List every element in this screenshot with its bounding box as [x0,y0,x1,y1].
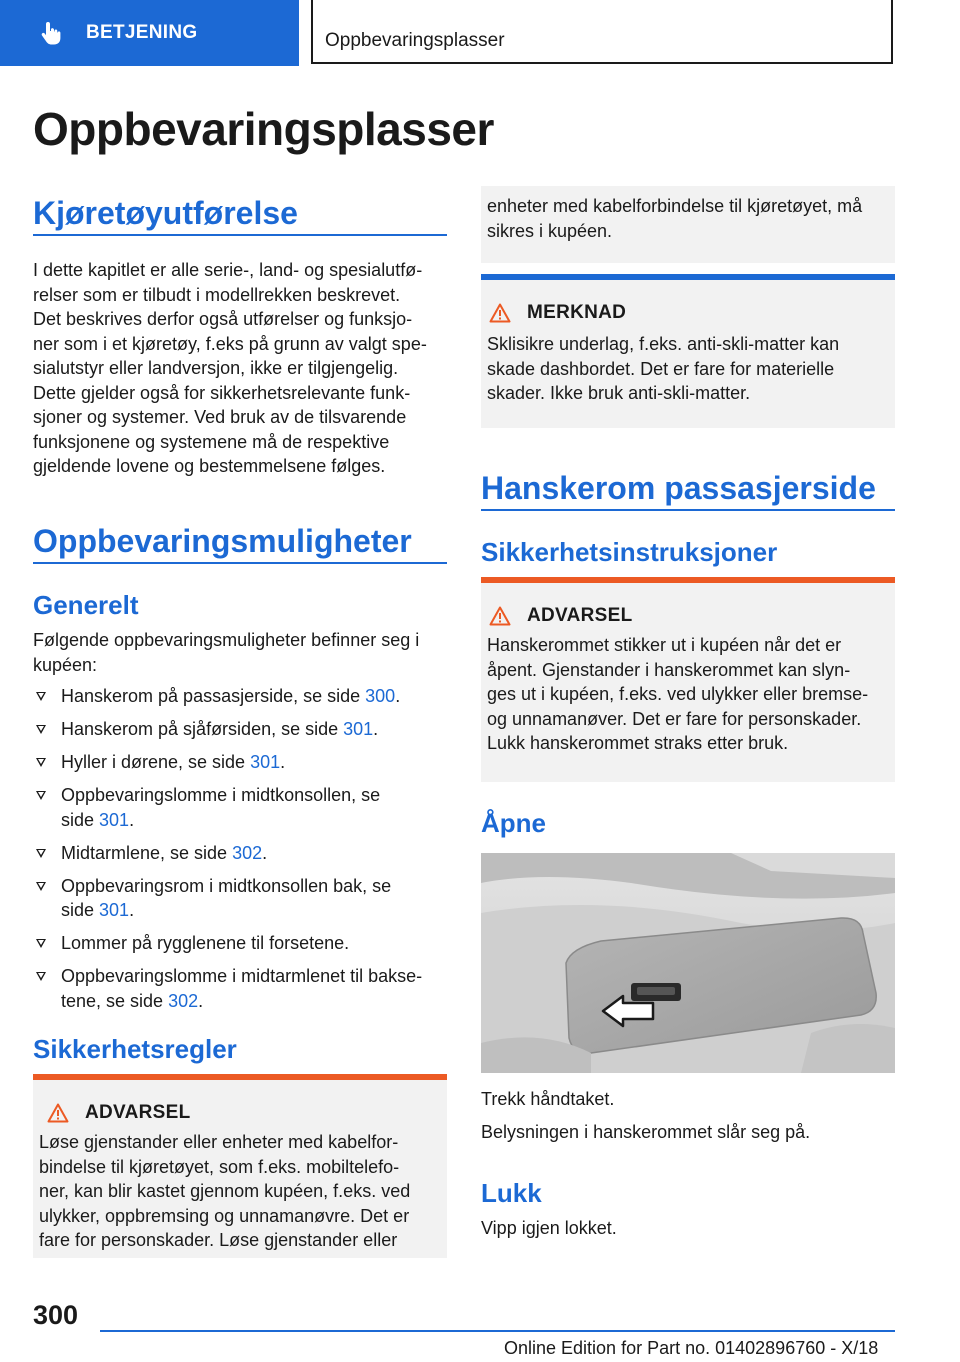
step-lighting: Belysningen i hanskerommet slår seg på. [481,1122,811,1142]
warning-continued-text [487,194,895,243]
text-line: Det beskrives derfor også utførelser og funksjo- [33,309,413,329]
page-link[interactable]: 300 [365,686,396,706]
text-line: og unnamanøver. Det er fare for personskader. [487,708,862,729]
section-tab [0,0,299,66]
heading-lukk: Lukk [481,1178,542,1208]
note-header [481,280,895,324]
warning-label: ADVARSEL [527,605,633,626]
text-line: sjoner og systemer. Ved bruk av de tilsvarende [33,407,407,427]
note-text [481,324,895,406]
warning-header [33,1080,447,1124]
note-box [481,274,895,428]
page-link[interactable]: 302 [232,842,263,863]
list-item: Oppbevaringsrom i midtkonsollen bak, se side 301. [33,874,453,923]
header-page-title: Oppbevaringsplasser [325,30,505,51]
page-link[interactable]: 302 [168,990,199,1011]
list-item: Hanskerom på passasjerside, se side 300. [33,684,453,709]
page-link[interactable]: 301 [99,900,130,920]
bullet-triangle-icon [36,849,46,858]
text-line: skader. Ikke bruk anti-skli-matter. [487,383,751,403]
kjoretoy-paragraph [33,258,453,479]
heading-underline [33,234,447,236]
text-line: ner som i et kjøretøy, f.eks på grunn av valgt spe- [33,333,427,354]
note-label: MERKNAD [527,302,627,323]
page-link[interactable]: 301 [99,809,130,830]
page-link[interactable]: 301 [250,752,281,772]
text-line: sikres i kupéen. [487,220,613,241]
warning-text [33,1124,447,1253]
heading-hanskerom: Hanskerom passasjerside [481,470,876,506]
text-line: ulykker, oppbremsing og unnamanøvre. Det er [39,1205,410,1226]
warning-continued-box [481,186,895,263]
bullet-triangle-icon [36,725,46,734]
bullet-triangle-icon [36,692,46,701]
text-line: fare for personskader. Løse gjenstander eller [39,1230,398,1250]
text-line: I dette kapitlet er alle serie-, land- og spesialutfø- [33,260,423,280]
step-pull-handle: Trekk håndtaket. [481,1089,615,1109]
text-line: ner, kan blir kastet gjennom kupéen, f.eks. ved [39,1181,411,1201]
heading-underline [481,509,895,511]
text-line: relser som er tilbudt i modellrekken beskrevet. [33,284,401,305]
text-line: Lukk hanskerommet straks etter bruk. [487,733,789,753]
bullet-triangle-icon [36,939,46,948]
text-line: funksjonene og systemene må de respektive [33,431,390,452]
heading-underline [33,562,447,564]
warning-triangle-icon [489,606,511,626]
list-item: Hanskerom på sjåførsiden, se side 301. [33,717,453,742]
text-line: ges ut i kupéen, f.eks. ved ulykker eller bremse- [487,684,869,704]
text-line: bindelse til kjøretøyet, som f.eks. mobiltelefo- [39,1156,400,1177]
text-line: Følgende oppbevaringsmuligheter befinner seg i [33,630,420,650]
text-line: Hanskerommet stikker ut i kupéen når det er [487,635,842,655]
bullet-triangle-icon [36,758,46,767]
hand-pointer-icon [38,20,64,46]
warning-header [481,583,895,627]
text-line: gjeldende lovene og bestemmelsene følges. [33,456,386,476]
list-item: Oppbevaringslomme i midtkonsollen, se side 301. [33,783,453,832]
text-line: Sklisikre underlag, f.eks. anti-skli-matter kan [487,334,840,354]
page-title: Oppbevaringsplasser [33,103,494,155]
bullet-triangle-icon [36,972,46,981]
warning-box [481,577,895,782]
heading-sikkerhetsinstruksjoner: Sikkerhetsinstruksjoner [481,537,778,567]
storage-list [33,684,453,1022]
text-line: Dette gjelder også for sikkerhetsrelevante funk- [33,382,411,403]
page-link[interactable]: 301 [343,719,374,739]
footer-divider [100,1330,895,1332]
heading-kjoretoyutforelse: Kjøretøyutførelse [33,195,298,231]
text-line: enheter med kabelforbindelse til kjøretøyet, må [487,196,863,216]
text-line: sialutstyr eller landversjon, ikke er tilgjengelig. [33,358,399,378]
edition-text: Online Edition for Part no. 01402896760 - X/18 [504,1338,879,1358]
heading-sikkerhetsregler: Sikkerhetsregler [33,1034,237,1064]
text-line: skade dashbordet. Det er fare for materielle [487,358,835,379]
list-item: Lommer på rygglenene til forsetene. [33,931,453,956]
section-label: BETJENING [86,22,198,43]
heading-generelt: Generelt [33,590,139,620]
glovebox-handle-photo [481,853,895,1073]
heading-oppbevaringsmuligheter: Oppbevaringsmuligheter [33,523,412,559]
warning-box [33,1074,447,1258]
text-line: kupéen: [33,654,98,675]
list-item: Oppbevaringslomme i midtarmlenet til bakse- tene, se side 302. [33,964,453,1013]
page-number: 300 [33,1300,79,1330]
warning-text [481,627,895,756]
bullet-triangle-icon [36,791,46,800]
warning-label: ADVARSEL [85,1102,191,1123]
heading-apne: Åpne [481,808,546,838]
warning-triangle-icon [47,1103,69,1123]
list-item: Midtarmlene, se side 302. [33,841,453,866]
warning-triangle-icon [489,303,511,323]
list-item: Hyller i dørene, se side 301. [33,750,453,775]
generelt-intro [33,628,453,677]
text-line: Løse gjenstander eller enheter med kabelfor- [39,1132,399,1152]
bullet-triangle-icon [36,882,46,891]
text-line: åpent. Gjenstander i hanskerommet kan slyn- [487,659,851,680]
lukk-text: Vipp igjen lokket. [481,1218,617,1238]
